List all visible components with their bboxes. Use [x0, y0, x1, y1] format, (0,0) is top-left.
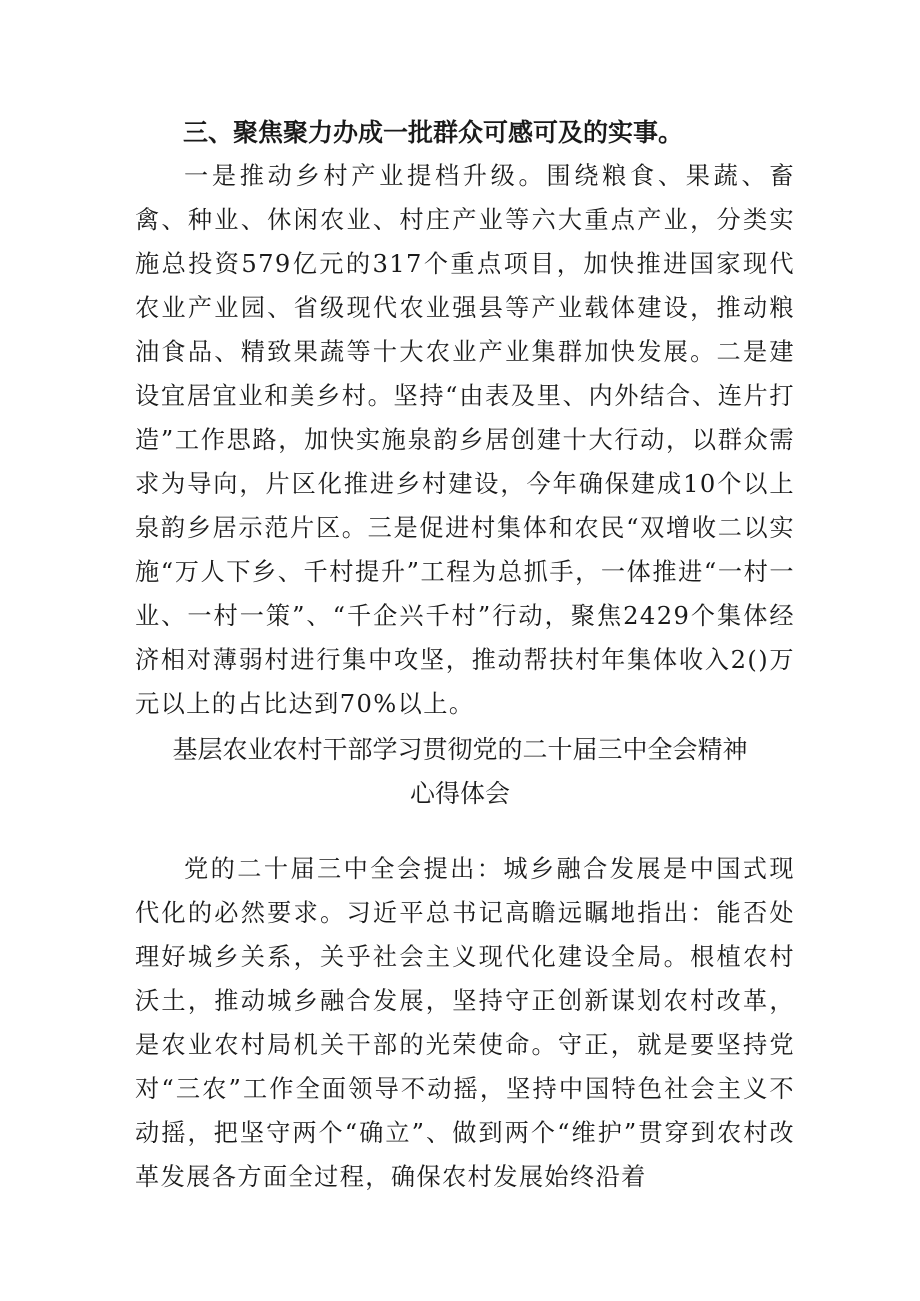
- article-paragraph: 党的二十届三中全会提出：城乡融合发展是中国式现代化的必然要求。习近平总书记高瞻远瞩地指出：能否处理好城乡关系，关乎社会主义现代化建设全局。根植农村沃土，推动城乡融合发展，坚持守正创新谋划农村改革，是农业农村局机关干部的光荣使命。守正，就是要坚持党对“三农”工作全面领导不动摇，坚持中国特色社会主义不动摇，把坚守两个“确立”、做到两个“维护”贯穿到农村改革发展各方面全过程，确保农村发展始终沿着: [135, 855, 795, 1191]
- section-paragraph: 一是推动乡村产业提档升级。围绕粮食、果蔬、畜禽、种业、休闲农业、村庄产业等六大重点产业，分类实施总投资579亿元的317个重点项目，加快推进国家现代农业产业园、省级现代农业强县等产业载体建设，推动粮油食品、精致果蔬等十大农业产业集群加快发展。二是建设宜居宜业和美乡村。坚持“由表及里、内外结合、连片打造”工作思路，加快实施泉韵乡居创建十大行动，以群众需求为导向，片区化推进乡村建设，今年确保建成10个以上泉韵乡居示范片区。三是促进村集体和农民“双增收二以实施“万人下乡、千村提升”工程为总抓手，一体推进“一村一业、一村一策”、“千企兴千村”行动，聚焦2429个集体经济相对薄弱村进行集中攻坚，推动帮扶村年集体收入2()万元以上的占比达到70%以上。: [135, 162, 795, 718]
- section-heading: 三、聚焦聚力办成一批群众可感可及的实事。: [183, 118, 684, 147]
- article-title-line-2: 心得体会: [409, 779, 510, 808]
- article-title: [0, 728, 920, 816]
- article-title-line-1: 基层农业农村干部学习贯彻党的二十届三中全会精神: [172, 735, 748, 764]
